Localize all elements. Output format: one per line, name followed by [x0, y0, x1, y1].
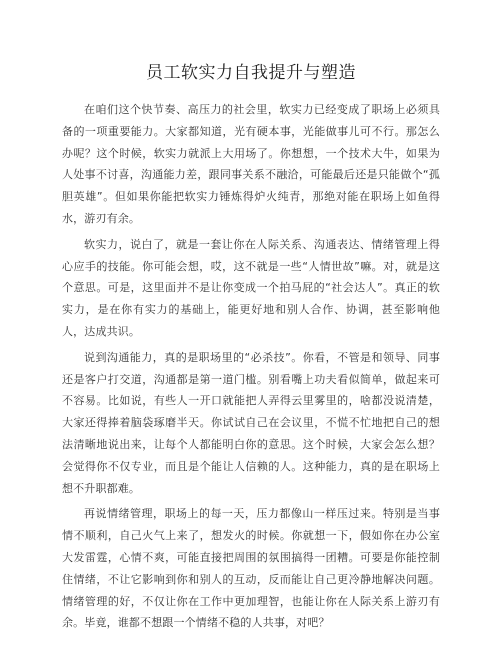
paragraph-1: 在咱们这个快节奏、高压力的社会里，软实力已经变成了职场上必须具备的一项重要能力。大家都知道，光有硬本事，光能做事儿可不行。那怎么办呢？这个时候，软实力就派上大用场了。你想想，一个技术大牛，如果为人处事不讨喜，沟通能力差，跟同事关系不融洽，可能最后还是只能做个“孤胆英雄”。但如果你能把软实力锤炼得炉火纯青，那绝对能在职场上如鱼得水，游刃有余。	[62, 103, 440, 225]
paragraph-2: 软实力，说白了，就是一套让你在人际关系、沟通表达、情绪管理上得心应手的技能。你可能会想，哎，这不就是一些“人情世故”嘛。对，就是这个意思。可是，这里面并不是让你变成一个拍马屁的“社会达人”。真正的软实力，是在你有实力的基础上，能更好地和别人合作、协调，甚至影响他人，达成共识。	[62, 237, 440, 338]
paragraph-4: 再说情绪管理，职场上的每一天，压力都像山一样压过来。特别是当事情不顺利，自己火气上来了，想发火的时候。你就想一下，假如你在办公室大发雷霆，心情不爽，可能直接把周围的氛围搞得一团糟。可要是你能控制住情绪，不让它影响到你和别人的互动，反而能让自己更冷静地解决问题。情绪管理的好，不仅让你在工作中更加理智，也能让你在人际关系上游刃有余。毕竟，谁都不想跟一个情绪不稳的人共事，对吧？	[62, 507, 440, 630]
document-title: 员工软实力自我提升与塑造	[146, 63, 356, 83]
paragraph-3: 说到沟通能力，真的是职场里的“必杀技”。你看，不管是和领导、同事还是客户打交道，沟通都是第一道门槛。别看嘴上功夫看似简单，做起来可不容易。比如说，有些人一开口就能把人弄得云里雾里的，啥都没说清楚，大家还得捧着脑袋琢磨半天。你试试自己在会议里，不慌不忙地把自己的想法清晰地说出来，让每个人都能明白你的意思。这个时候，大家会怎么想？会觉得你不仅专业，而且是个能让人信赖的人。这种能力，真的是在职场上想不升职都难。	[62, 350, 440, 495]
